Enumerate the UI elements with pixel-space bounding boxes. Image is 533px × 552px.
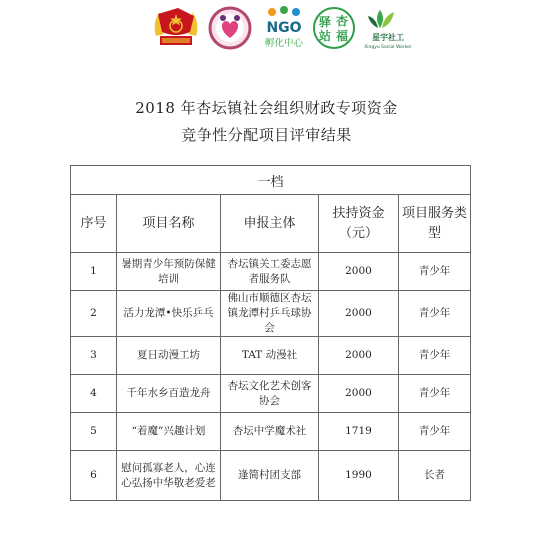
xingyu-social-worker-logo: [360, 6, 416, 50]
cell-service-type: 长者: [399, 451, 471, 501]
cell-service-type: 青少年: [399, 253, 471, 291]
logo-strip: [0, 6, 533, 50]
cell-funding: 2000: [319, 337, 399, 375]
cell-applicant: TAT 动漫社: [221, 337, 319, 375]
table-row: [71, 253, 471, 291]
cell-index: 2: [71, 291, 117, 337]
table-row: [71, 337, 471, 375]
ngo-incubation-center-logo: [262, 6, 306, 50]
cell-service-type: 青少年: [399, 337, 471, 375]
cell-applicant: 杏坛中学魔术社: [221, 413, 319, 451]
header-index: 序号: [71, 195, 117, 253]
cell-applicant: 佛山市顺德区杏坛镇龙潭村乒乓球协会: [221, 291, 319, 337]
cell-project-name: “着魔”兴趣计划: [117, 413, 221, 451]
svg-text:福: 福: [335, 29, 349, 43]
cell-funding: 2000: [319, 253, 399, 291]
cell-applicant: 杏坛文化艺术创客协会: [221, 375, 319, 413]
review-results-table: [70, 165, 471, 501]
header-funding: 扶持资金（元）: [319, 195, 399, 253]
table-row: [71, 413, 471, 451]
cell-project-name: 千年水乡百造龙舟: [117, 375, 221, 413]
svg-text:NGO: NGO: [266, 20, 302, 36]
document-title-line2: 竞争性分配项目评审结果: [181, 126, 352, 144]
volunteer-association-logo: [206, 6, 254, 50]
cell-service-type: 青少年: [399, 291, 471, 337]
youth-league-emblem-logo: [150, 6, 202, 50]
header-applicant: 申报主体: [221, 195, 319, 253]
table-header-row: [71, 195, 471, 253]
header-project-name: 项目名称: [117, 195, 221, 253]
cell-funding: 1719: [319, 413, 399, 451]
cell-funding: 2000: [319, 375, 399, 413]
cell-index: 3: [71, 337, 117, 375]
cell-index: 5: [71, 413, 117, 451]
cell-index: 6: [71, 451, 117, 501]
table-row: [71, 291, 471, 337]
cell-funding: 2000: [319, 291, 399, 337]
cell-service-type: 青少年: [399, 413, 471, 451]
document-title-line1: 2018 年杏坛镇社会组织财政专项资金: [135, 99, 398, 117]
svg-text:驿: 驿: [318, 15, 332, 29]
svg-text:杏: 杏: [335, 14, 349, 28]
cell-applicant: 杏坛镇关工委志愿者服务队: [221, 253, 319, 291]
cell-service-type: 青少年: [399, 375, 471, 413]
cell-index: 4: [71, 375, 117, 413]
svg-text:站: 站: [318, 29, 332, 43]
cell-index: 1: [71, 253, 117, 291]
cell-project-name: 活力龙潭•快乐乒乓: [117, 291, 221, 337]
svg-text:星宇社工: 星宇社工: [372, 33, 404, 42]
svg-text:Xingyu Social Worker: Xingyu Social Worker: [364, 45, 412, 50]
table-row: [71, 451, 471, 501]
svg-text:孵化中心: 孵化中心: [264, 38, 304, 49]
cell-project-name: 夏日动漫工坊: [117, 337, 221, 375]
cell-applicant: 逢简村团支部: [221, 451, 319, 501]
tier-label: 一档: [71, 166, 471, 195]
table-row: [71, 375, 471, 413]
header-service-type: 项目服务类型: [399, 195, 471, 253]
cell-project-name: 暑期青少年预防保健培训: [117, 253, 221, 291]
cell-funding: 1990: [319, 451, 399, 501]
xingtan-yizhan-logo: [311, 6, 357, 50]
cell-project-name: 慰问孤寡老人，心连心弘扬中华敬老爱老: [117, 451, 221, 501]
tier-row: [71, 166, 471, 195]
